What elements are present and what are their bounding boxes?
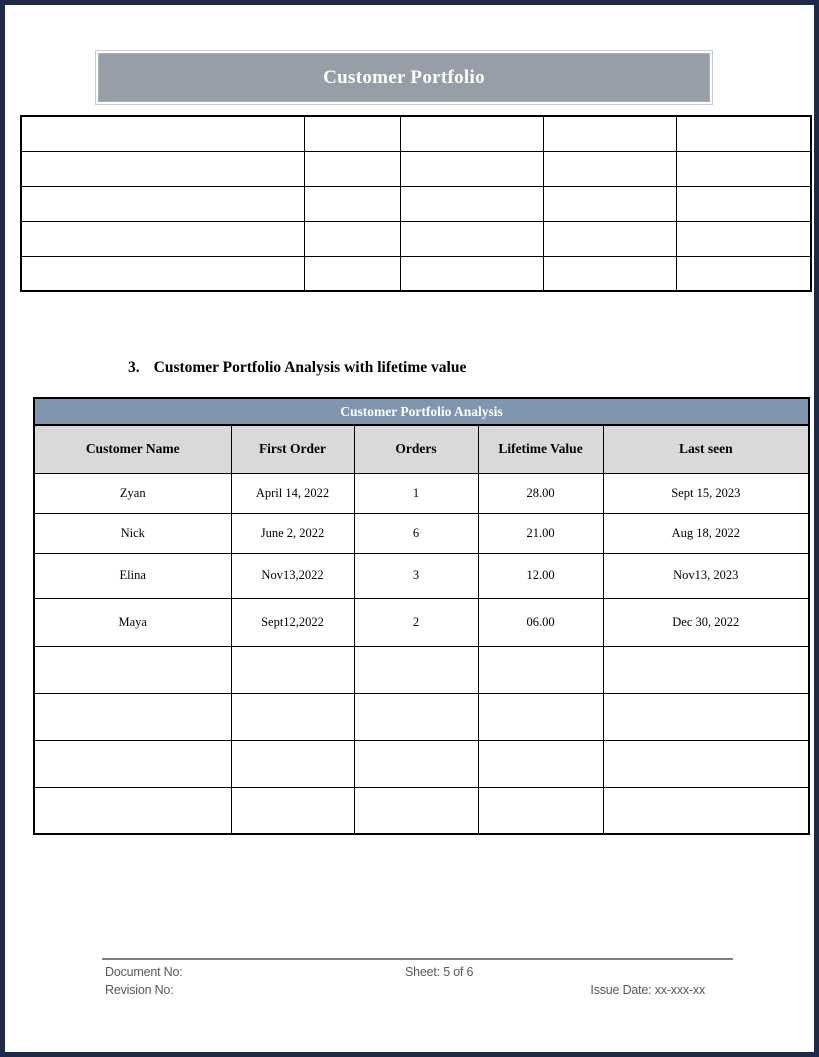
empty-cell[interactable] bbox=[34, 740, 231, 787]
analysis-table-title: Customer Portfolio Analysis bbox=[34, 398, 809, 425]
empty-cell[interactable] bbox=[304, 221, 400, 256]
empty-cell[interactable] bbox=[478, 693, 603, 740]
document-no-label: Document No: bbox=[105, 965, 183, 979]
cell-first-order[interactable]: Sept12,2022 bbox=[231, 598, 354, 646]
empty-cell[interactable] bbox=[21, 256, 304, 291]
column-header-first-order: First Order bbox=[231, 425, 354, 473]
revision-no-label: Revision No: bbox=[105, 983, 174, 997]
empty-cell[interactable] bbox=[231, 693, 354, 740]
cell-customer-name[interactable]: Nick bbox=[34, 513, 231, 553]
empty-cell[interactable] bbox=[354, 646, 478, 693]
cell-first-order[interactable]: April 14, 2022 bbox=[231, 473, 354, 513]
table-row bbox=[21, 151, 811, 186]
empty-cell[interactable] bbox=[400, 151, 543, 186]
page-title-banner bbox=[98, 53, 710, 102]
sheet-number-label: Sheet: 5 of 6 bbox=[405, 965, 474, 979]
empty-cell[interactable] bbox=[21, 221, 304, 256]
footer-divider bbox=[102, 958, 733, 960]
empty-cell[interactable] bbox=[400, 186, 543, 221]
table-row bbox=[34, 513, 809, 553]
empty-cell[interactable] bbox=[603, 646, 809, 693]
empty-cell[interactable] bbox=[21, 116, 304, 151]
empty-cell[interactable] bbox=[676, 186, 811, 221]
cell-orders[interactable]: 6 bbox=[354, 513, 478, 553]
empty-cell[interactable] bbox=[478, 646, 603, 693]
empty-cell[interactable] bbox=[304, 186, 400, 221]
column-header-customer-name: Customer Name bbox=[34, 425, 231, 473]
section-heading bbox=[128, 359, 466, 377]
table-row bbox=[34, 553, 809, 598]
empty-cell[interactable] bbox=[21, 186, 304, 221]
empty-cell[interactable] bbox=[400, 221, 543, 256]
empty-cell[interactable] bbox=[34, 787, 231, 834]
cell-orders[interactable]: 2 bbox=[354, 598, 478, 646]
table-row bbox=[34, 693, 809, 740]
empty-cell[interactable] bbox=[543, 116, 676, 151]
empty-cell[interactable] bbox=[400, 116, 543, 151]
column-header-orders: Orders bbox=[354, 425, 478, 473]
empty-cell[interactable] bbox=[478, 740, 603, 787]
empty-cell[interactable] bbox=[354, 693, 478, 740]
empty-cell[interactable] bbox=[231, 646, 354, 693]
cell-first-order[interactable]: Nov13,2022 bbox=[231, 553, 354, 598]
empty-cell[interactable] bbox=[478, 787, 603, 834]
analysis-table-title-row bbox=[34, 398, 809, 425]
customer-portfolio-analysis-table bbox=[33, 397, 810, 835]
cell-lifetime-value[interactable]: 12.00 bbox=[478, 553, 603, 598]
cell-customer-name[interactable]: Maya bbox=[34, 598, 231, 646]
table-row bbox=[34, 787, 809, 834]
empty-cell[interactable] bbox=[676, 221, 811, 256]
empty-top-table bbox=[20, 115, 812, 292]
cell-lifetime-value[interactable]: 06.00 bbox=[478, 598, 603, 646]
empty-cell[interactable] bbox=[34, 693, 231, 740]
empty-cell[interactable] bbox=[543, 221, 676, 256]
table-row bbox=[21, 116, 811, 151]
cell-orders[interactable]: 1 bbox=[354, 473, 478, 513]
column-header-last-seen: Last seen bbox=[603, 425, 809, 473]
issue-date-label: Issue Date: xx-xxx-xx bbox=[590, 983, 705, 997]
empty-cell[interactable] bbox=[304, 116, 400, 151]
table-row bbox=[21, 186, 811, 221]
table-row bbox=[21, 256, 811, 291]
cell-customer-name[interactable]: Elina bbox=[34, 553, 231, 598]
empty-cell[interactable] bbox=[603, 787, 809, 834]
cell-customer-name[interactable]: Zyan bbox=[34, 473, 231, 513]
table-row bbox=[21, 221, 811, 256]
section-title: Customer Portfolio Analysis with lifetime value bbox=[153, 359, 467, 376]
page-title: Customer Portfolio bbox=[323, 66, 485, 88]
empty-cell[interactable] bbox=[676, 116, 811, 151]
analysis-table-header-row bbox=[34, 425, 809, 473]
empty-cell[interactable] bbox=[676, 256, 811, 291]
empty-cell[interactable] bbox=[34, 646, 231, 693]
empty-cell[interactable] bbox=[400, 256, 543, 291]
empty-cell[interactable] bbox=[304, 256, 400, 291]
empty-cell[interactable] bbox=[304, 151, 400, 186]
empty-cell[interactable] bbox=[231, 740, 354, 787]
empty-cell[interactable] bbox=[603, 740, 809, 787]
cell-orders[interactable]: 3 bbox=[354, 553, 478, 598]
cell-last-seen[interactable]: Aug 18, 2022 bbox=[603, 513, 809, 553]
cell-lifetime-value[interactable]: 21.00 bbox=[478, 513, 603, 553]
table-row bbox=[34, 598, 809, 646]
cell-last-seen[interactable]: Dec 30, 2022 bbox=[603, 598, 809, 646]
column-header-lifetime-value: Lifetime Value bbox=[478, 425, 603, 473]
section-number: 3. bbox=[128, 359, 140, 376]
table-row bbox=[34, 473, 809, 513]
cell-last-seen[interactable]: Nov13, 2023 bbox=[603, 553, 809, 598]
empty-cell[interactable] bbox=[543, 186, 676, 221]
table-row bbox=[34, 740, 809, 787]
empty-cell[interactable] bbox=[354, 740, 478, 787]
table-row bbox=[34, 646, 809, 693]
empty-cell[interactable] bbox=[676, 151, 811, 186]
cell-lifetime-value[interactable]: 28.00 bbox=[478, 473, 603, 513]
cell-last-seen[interactable]: Sept 15, 2023 bbox=[603, 473, 809, 513]
empty-cell[interactable] bbox=[603, 693, 809, 740]
empty-cell[interactable] bbox=[543, 151, 676, 186]
empty-cell[interactable] bbox=[543, 256, 676, 291]
empty-cell[interactable] bbox=[21, 151, 304, 186]
cell-first-order[interactable]: June 2, 2022 bbox=[231, 513, 354, 553]
empty-cell[interactable] bbox=[231, 787, 354, 834]
empty-cell[interactable] bbox=[354, 787, 478, 834]
